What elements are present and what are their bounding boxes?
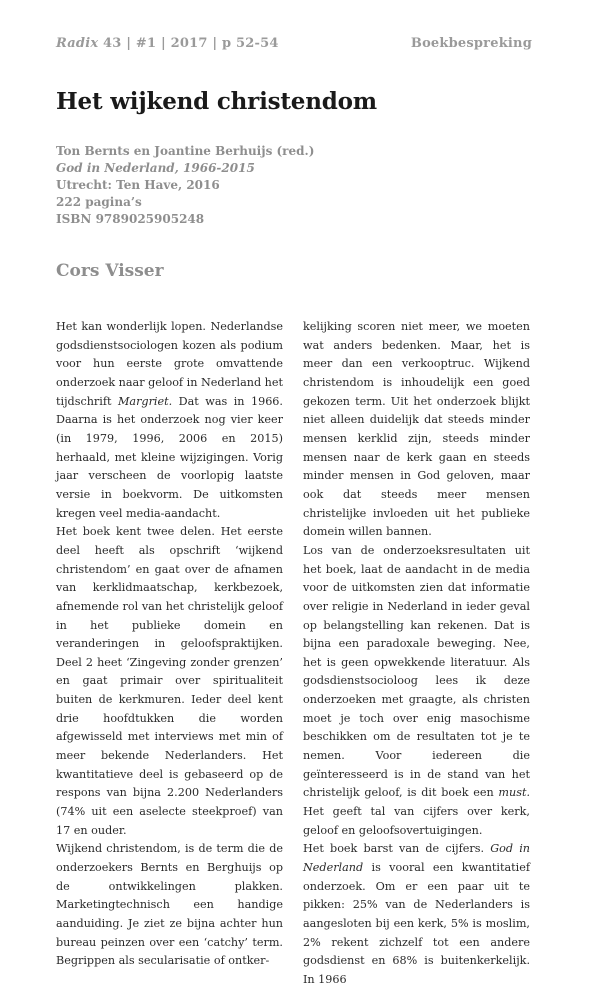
body-column-left	[56, 318, 283, 971]
review-author: Cors Visser	[56, 261, 164, 281]
body-column-right	[303, 318, 530, 990]
section-label: Boekbespreking	[410, 36, 532, 51]
paragraph: Het boek barst van de cijfers. God in Nederland is vooral een kwantitatief onderzoek. Om er een paar uit te pikken: 25% van de Nederlanders is aangesloten bij een kerk, 5% is moslim, 2% rekent zichzelf tot een andere godsdienst en 68% is buitenkerkelijk. In 1966	[303, 842, 530, 986]
book-publisher: Utrecht: Ten Have, 2016	[56, 178, 220, 192]
issue-info: 43 | #1 | 2017 | p 52-54	[103, 36, 279, 51]
book-title: God in Nederland, 1966-2015	[56, 161, 255, 175]
emphasis-must: must.	[498, 786, 530, 800]
book-title-inline: God in Nederland	[303, 842, 530, 875]
paragraph: Los van de onderzoeksresultaten uit het boek, laat de aandacht in de media voor de uitkomsten zien dat informatie over religie in Nederland in ieder geval op belangstelling kan rekenen. Dat is bijna een paradoxale beweging. Nee, het is geen opwekkende literatuur. Als godsdienstsocioloog lees ik deze onderzoeken met graagte, als christen moet je toch over enig masochisme beschikken om de resultaten tot je te nemen. Voor iedereen die geïnteresseerd is in de stand van het christelijk geloof, is dit boek een must. Het geeft tal van cijfers over kerk, geloof en geloofsovertuigingen.	[303, 543, 530, 837]
paragraph: Het kan wonderlijk lopen. Nederlandse godsdienstsociologen kozen als podium voor hun eerste grote omvattende onderzoek naar geloof in Nederland het tijdschrift Margriet. Dat was in 1966. Daarna is het onderzoek nog vier keer (in 1979, 1996, 2006 en 2015) herhaald, met kleine wijzigingen. Vorig jaar verscheen de voorlopig laatste versie in boekvorm. De uitkomsten kregen veel media-aandacht.	[56, 320, 284, 520]
book-isbn: ISBN 9789025905248	[56, 212, 205, 226]
book-editors: Ton Bernts en Joantine Berhuijs (red.)	[56, 144, 315, 158]
journal-name: Radix	[56, 36, 99, 51]
page-header	[56, 36, 532, 51]
book-pages: 222 pagina’s	[56, 195, 142, 209]
paragraph: kelijking scoren niet meer, we moeten wat anders bedenken. Maar, het is meer dan een verkooptruc. Wijkend christendom is inhoudelijk een goed gekozen term. Uit het onderzoek blijkt niet alleen duidelijk dat steeds minder mensen kerklid zijn, steeds minder mensen naar de kerk gaan en steeds minder mensen in God geloven, maar ook dat steeds meer mensen christelijke invloeden uit het publieke domein willen bannen.	[303, 320, 530, 539]
journal-reference	[56, 36, 279, 51]
book-details	[56, 143, 314, 228]
article-title: Het wijkend christendom	[56, 88, 377, 115]
paragraph: Wijkend christendom, is de term die de onderzoekers Bernts en Berghuijs op de ontwikkelingen plakken. Marketingtechnisch een handige aanduiding. Je ziet ze bijna achter hun bureau peinzen over een ‘catchy’ term. Begrippen als secularisatie of ontker-	[56, 842, 283, 968]
magazine-name: Margriet.	[117, 394, 173, 408]
paragraph: Het boek kent twee delen. Het eerste deel heeft als opschrift ‘wijkend christendom’ en gaat over de afnamen van kerklidmaatschap, kerkbezoek, afnemende rol van het christelijk geloof in het publieke domein en veranderingen in geloofspraktijken. Deel 2 heet ‘Zingeving zonder grenzen’ en gaat primair over spiritualiteit buiten de kerkmuren. Ieder deel kent drie hoofdtukken die worden afgewisseld met interviews met min of meer bekende Nederlanders. Het kwantitatieve deel is gebaseerd op de respons van bijna 2.200 Nederlanders (74% uit een aselecte steekproef) van 17 en ouder.	[56, 525, 283, 837]
